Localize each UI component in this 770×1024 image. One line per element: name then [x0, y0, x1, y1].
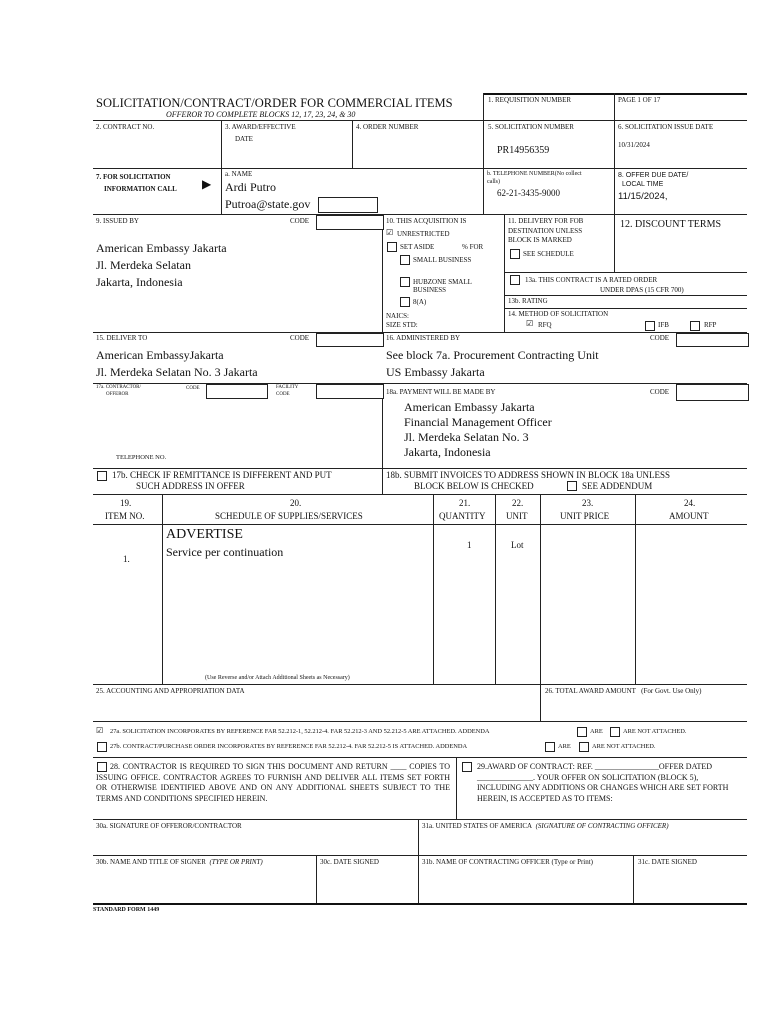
col24-num: 24.	[684, 498, 696, 508]
block7-label: 7. FOR SOLICITATION	[96, 173, 171, 181]
payment-label: 18a. PAYMENT WILL BE MADE BY	[386, 388, 496, 396]
payment-line1: American Embassy Jakarta	[404, 400, 535, 414]
hubzone-label: HUBZONE SMALL	[413, 278, 472, 286]
phone-label: b. TELEPHONE NUMBER(No collect	[487, 171, 582, 177]
offer-due-label-2: LOCAL TIME	[622, 181, 664, 188]
unrestricted-checkbox[interactable]: ☑	[386, 228, 394, 237]
deliver-to-label: 15. DELIVER TO	[96, 334, 148, 342]
phone-label-note: calls)	[487, 179, 500, 185]
remittance-label: 17b. CHECK IF REMITTANCE IS DIFFERENT AND PUT	[112, 470, 332, 480]
col23-header: UNIT PRICE	[560, 511, 610, 521]
administered-by-line1: See block 7a. Procurement Contracting Unit	[386, 348, 599, 362]
signer-date-label: 30c. DATE SIGNED	[320, 858, 379, 866]
contractor-code-box[interactable]	[206, 384, 268, 399]
form-subtitle: OFFEROR TO COMPLETE BLOCKS 12, 17, 23, 24, & 30	[166, 110, 356, 119]
req-number-label: 1. REQUISITION NUMBER	[488, 96, 572, 104]
remittance-checkbox[interactable]	[97, 471, 107, 481]
total-award-label: 26. TOTAL AWARD AMOUNT (For Govt. Use Only)	[545, 687, 702, 695]
col21-header: QUANTITY	[439, 511, 486, 521]
clause-27a-checkbox[interactable]: ☑	[96, 726, 104, 735]
phone-box[interactable]	[318, 197, 378, 213]
facility-code-label: FACILITY	[276, 385, 299, 390]
contractor-code-label: CODE	[186, 386, 200, 391]
clause-27a-label: 27a. SOLICITATION INCORPORATES BY REFERENCE FAR 52.212-1, 52.212-4. FAR 52.212-3 AND 52.212-5 ARE ATTACHED. ADDENDA	[110, 728, 490, 735]
offer-due-label: 8. OFFER DUE DATE/	[618, 172, 689, 179]
contractor-label-2: OFFEROR	[106, 392, 129, 397]
rated-order-checkbox[interactable]	[510, 275, 520, 285]
set-aside-label: SET ASIDE	[400, 243, 435, 251]
administered-by-line2: US Embassy Jakarta	[386, 365, 485, 379]
solicitation-number-label: 5. SOLICITATION NUMBER	[488, 123, 574, 131]
signature-officer-label: 31a. UNITED STATES OF AMERICA (SIGNATURE OF CONTRACTING OFFICER)	[422, 822, 669, 830]
deliver-to-code-label: CODE	[290, 334, 310, 342]
payment-line3: Jl. Merdeka Selatan No. 3	[404, 430, 529, 444]
payment-line4: Jakarta, Indonesia	[404, 445, 491, 459]
officer-name-label: 31b. NAME OF CONTRACTING OFFICER (Type or Print)	[422, 858, 594, 866]
acquisition-label: 10. THIS ACQUISITION IS	[386, 217, 467, 225]
see-schedule-checkbox[interactable]	[510, 249, 520, 259]
delivery-fob-label-2: DESTINATION UNLESS	[508, 227, 583, 235]
solicitation-number: PR14956359	[497, 145, 550, 156]
rating-label: 13b. RATING	[508, 297, 548, 305]
issued-by-code-label: CODE	[290, 217, 310, 225]
ifb-label: IFB	[658, 321, 669, 329]
issued-by-label: 9. ISSUED BY	[96, 217, 139, 225]
invoices-label: 18b. SUBMIT INVOICES TO ADDRESS SHOWN IN BLOCK 18a UNLESS	[386, 470, 671, 480]
facility-code-box[interactable]	[316, 384, 384, 399]
issued-by-line1: American Embassy Jakarta	[96, 241, 227, 255]
hubzone-label-2: BUSINESS	[413, 286, 447, 294]
clause-27a-are-label: ARE	[590, 728, 603, 735]
rfp-label: RFP	[704, 321, 717, 329]
contact-name-label: a. NAME	[225, 170, 253, 178]
unrestricted-label: UNRESTRICTED	[397, 230, 450, 238]
delivery-fob-label: 11. DELIVERY FOR FOB	[508, 217, 584, 225]
item-quantity: 1	[467, 540, 472, 550]
deliver-to-line1: American EmbassyJakarta	[96, 348, 224, 362]
clause-27b-label: 27b. CONTRACT/PURCHASE ORDER INCORPORATES BY REFERENCE FAR 52.212-4. FAR 52.212-5 IS ATTACHED. ADDENDA	[110, 743, 468, 750]
naics-label: NAICS:	[386, 312, 409, 320]
block29-text: 29.AWARD OF CONTRACT: REF. ________________OFFER DATED ______________. YOUR OFFER ON SOLICITATION (BLOCK 5), INCLUDING ANY ADDITIONS OR CHANGES WHICH ARE SET FORTH HEREIN, IS ACCEPTED AS TO ITEMS:	[477, 762, 729, 803]
eight-a-checkbox[interactable]	[400, 297, 410, 307]
col20-header: SCHEDULE OF SUPPLIES/SERVICES	[215, 511, 363, 521]
rfq-checkbox[interactable]: ☑	[526, 319, 534, 328]
item-unit: Lot	[511, 540, 524, 550]
remittance-label-2: SUCH ADDRESS IN OFFER	[136, 481, 245, 491]
discount-terms-label: 12. DISCOUNT TERMS	[620, 219, 722, 230]
payment-line2: Financial Management Officer	[404, 415, 552, 429]
col23-num: 23.	[582, 498, 594, 508]
form-footer: STANDARD FORM 1449	[93, 907, 160, 913]
issue-date: 10/31/2024	[618, 141, 650, 149]
col19-num: 19.	[120, 498, 132, 508]
set-aside-checkbox[interactable]	[387, 242, 397, 252]
col21-num: 21.	[459, 498, 471, 508]
issued-by-line3: Jakarta, Indonesia	[96, 275, 183, 289]
col22-num: 22.	[512, 498, 524, 508]
telephone-label: TELEPHONE NO.	[116, 454, 167, 461]
ifb-checkbox[interactable]	[645, 321, 655, 331]
method-label: 14. METHOD OF SOLICITATION	[508, 310, 609, 318]
contact-phone: 62-21-3435-9000	[497, 188, 560, 198]
pct-for-label: % FOR	[462, 243, 484, 251]
rfq-label: RFQ	[538, 321, 552, 329]
block7-label-2: INFORMATION CALL	[104, 185, 177, 193]
see-addendum-label: SEE ADDENDUM	[582, 481, 653, 491]
contact-email: Putroa@state.gov	[225, 197, 311, 211]
schedule-note: (Use Reverse and/or Attach Additional Sheets as Necessary)	[205, 675, 350, 681]
col20-num: 20.	[290, 498, 302, 508]
clause-27a-are-not-label: ARE NOT ATTACHED.	[623, 728, 687, 735]
clause-27b-are-not-checkbox[interactable]	[579, 742, 589, 752]
issued-by-code-box[interactable]	[316, 215, 384, 230]
col22-header: UNIT	[506, 511, 528, 521]
clause-27a-are-not-checkbox[interactable]	[610, 727, 620, 737]
col24-header: AMOUNT	[669, 511, 709, 521]
contractor-label: 17a. CONTRACTOR/	[96, 385, 141, 390]
payment-code-box[interactable]	[676, 384, 749, 401]
facility-code-label-2: CODE	[276, 392, 290, 397]
order-number-label: 4. ORDER NUMBER	[356, 123, 419, 131]
block29-checkbox[interactable]	[462, 762, 472, 772]
issued-by-line2: Jl. Merdeka Selatan	[96, 258, 191, 272]
clause-27b-checkbox[interactable]	[97, 742, 107, 752]
clause-27b-are-label: ARE	[558, 743, 571, 750]
clause-27b-are-checkbox[interactable]	[545, 742, 555, 752]
administered-by-code-box[interactable]	[676, 333, 749, 347]
award-date-label: 3. AWARD/EFFECTIVE	[225, 123, 296, 131]
contact-name: Ardi Putro	[225, 180, 276, 194]
col19-header: ITEM NO.	[105, 511, 145, 521]
small-business-checkbox[interactable]	[400, 255, 410, 265]
form-title: SOLICITATION/CONTRACT/ORDER FOR COMMERCIAL ITEMS	[96, 96, 453, 110]
item-description: Service per continuation	[166, 545, 284, 559]
issue-date-label: 6. SOLICITATION ISSUE DATE	[618, 123, 714, 131]
offer-due-date: 11/15/2024,	[618, 191, 668, 202]
size-std-label: SIZE STD:	[386, 321, 418, 329]
small-business-label: SMALL BUSINESS	[413, 256, 472, 264]
signer-name-label: 30b. NAME AND TITLE OF SIGNER (TYPE OR PRINT)	[96, 858, 263, 866]
rated-order-label: 13a. THIS CONTRACT IS A RATED ORDER	[525, 276, 658, 284]
item-title: ADVERTISE	[166, 527, 243, 542]
clause-27a-are-checkbox[interactable]	[577, 727, 587, 737]
arrow-right-icon: ▶	[202, 177, 212, 191]
page-count-label: PAGE 1 OF 17	[618, 96, 661, 104]
block28-text: 28. CONTRACTOR IS REQUIRED TO SIGN THIS DOCUMENT AND RETURN ____ COPIES TO ISSUING OFFICE. CONTRACTOR AGREES TO FURNISH AND DELIVER ALL ITEMS SET FORTH OR OTHERWISE IDENTIFIED ABOVE AND ON ANY ADDITIONAL SHEETS SUBJECT TO THE TERMS AND CONDITIONS SPECIFIED HEREIN.	[96, 762, 450, 803]
award-date-label-2: DATE	[235, 135, 253, 143]
delivery-fob-label-3: BLOCK IS MARKED	[508, 236, 572, 244]
accounting-label: 25. ACCOUNTING AND APPROPRIATION DATA	[96, 687, 245, 695]
rated-order-label-2: UNDER DPAS (15 CFR 700)	[600, 286, 684, 294]
contract-no-label: 2. CONTRACT NO.	[96, 123, 155, 131]
see-schedule-label: SEE SCHEDULE	[523, 250, 574, 258]
clause-27b-are-not-label: ARE NOT ATTACHED.	[592, 743, 656, 750]
hubzone-checkbox[interactable]	[400, 277, 410, 287]
administered-by-code-label: CODE	[650, 334, 670, 342]
item-number: 1.	[123, 554, 130, 564]
payment-code-label: CODE	[650, 388, 670, 396]
rfp-checkbox[interactable]	[690, 321, 700, 331]
eight-a-label: 8(A)	[413, 298, 427, 306]
officer-date-label: 31c. DATE SIGNED	[638, 858, 697, 866]
deliver-to-code-box[interactable]	[316, 333, 384, 347]
administered-by-label: 16. ADMINISTERED BY	[386, 334, 461, 342]
signature-offeror-label: 30a. SIGNATURE OF OFFEROR/CONTRACTOR	[96, 822, 242, 830]
deliver-to-line2: Jl. Merdeka Selatan No. 3 Jakarta	[96, 365, 258, 379]
invoices-label-2: BLOCK BELOW IS CHECKED	[414, 481, 534, 491]
see-addendum-checkbox[interactable]	[567, 481, 577, 491]
